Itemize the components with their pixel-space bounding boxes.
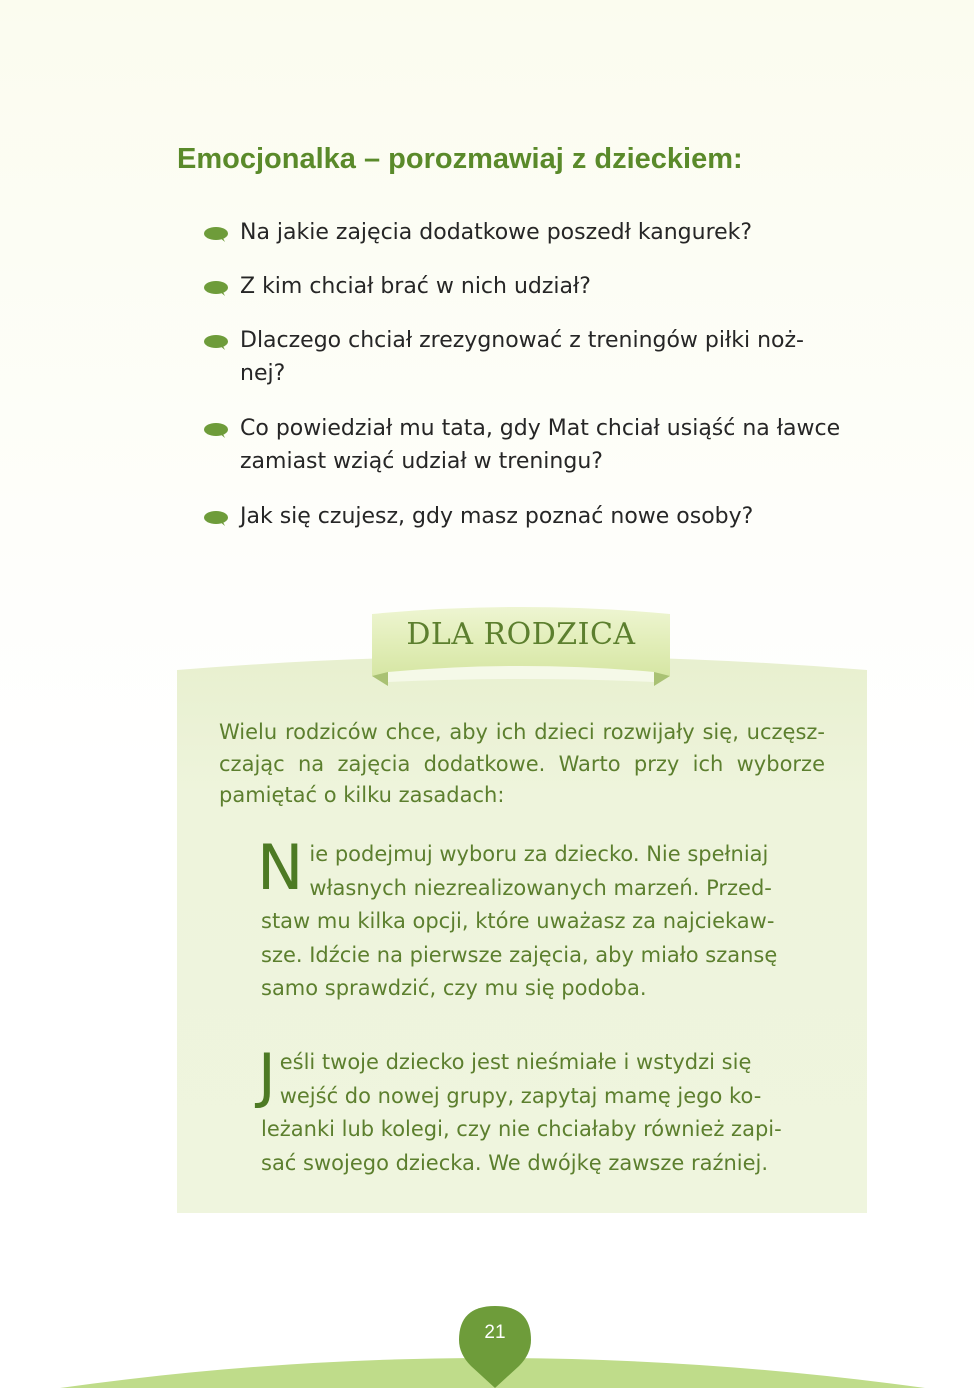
list-item xyxy=(203,412,843,478)
speech-bubble-icon xyxy=(203,510,229,527)
advice-paragraph xyxy=(258,1041,794,1180)
drop-cap: N xyxy=(257,831,304,904)
list-item xyxy=(203,270,843,303)
footer-decoration xyxy=(0,1300,974,1388)
paragraph-text: ie podejmuj wyboru za dziecko. Nie spełniaj własnych niezrealizowanych marzeń. Przed-staw mu kilka opcji, które uważasz za najciekaw-sze. Idźcie na pierwsze zajęcia, aby miało szansę samo sprawdzić, czy mu się podoba. xyxy=(261,842,778,1000)
page-heading: Emocjonalka – porozmawiaj z dzieckiem: xyxy=(177,143,743,175)
question-text: Co powiedział mu tata, gdy Mat chciał usiąść na ławce zamiast wziąć udział w treningu? xyxy=(240,416,841,474)
question-text: Na jakie zajęcia dodatkowe poszedł kangurek? xyxy=(240,220,753,245)
question-text: Z kim chciał brać w nich udział? xyxy=(240,274,591,299)
list-item xyxy=(203,500,843,533)
intro-text: Wielu rodziców chce, aby ich dzieci rozwijały się, uczęsz-czając na zajęcia dodatkowe. Warto przy ich wyborze pamiętać o kilku zasadach: xyxy=(219,720,825,807)
question-text: Jak się czujesz, gdy masz poznać nowe osoby? xyxy=(240,504,754,529)
question-text: Dlaczego chciał zrezygnować z treningów piłki noż-nej? xyxy=(240,328,804,386)
advice-paragraph xyxy=(257,831,794,1006)
list-item xyxy=(203,216,843,249)
list-item xyxy=(203,324,843,390)
speech-bubble-icon xyxy=(203,226,229,243)
paragraph-text: eśli twoje dziecko jest nieśmiałe i wstydzi się wejść do nowej grupy, zapytaj mamę jego ko-leżanki lub kolegi, czy nie chciałaby również zapi-sać swojego dziecka. We dwójkę zawsze raźniej. xyxy=(261,1050,782,1175)
speech-bubble-icon xyxy=(203,422,229,439)
drop-cap: J xyxy=(258,1041,276,1111)
speech-bubble-icon xyxy=(203,334,229,351)
page-number: 21 xyxy=(484,1322,506,1343)
speech-bubble-icon xyxy=(203,280,229,297)
question-list xyxy=(203,216,843,555)
panel-title: DLA RODZICA xyxy=(406,617,636,652)
